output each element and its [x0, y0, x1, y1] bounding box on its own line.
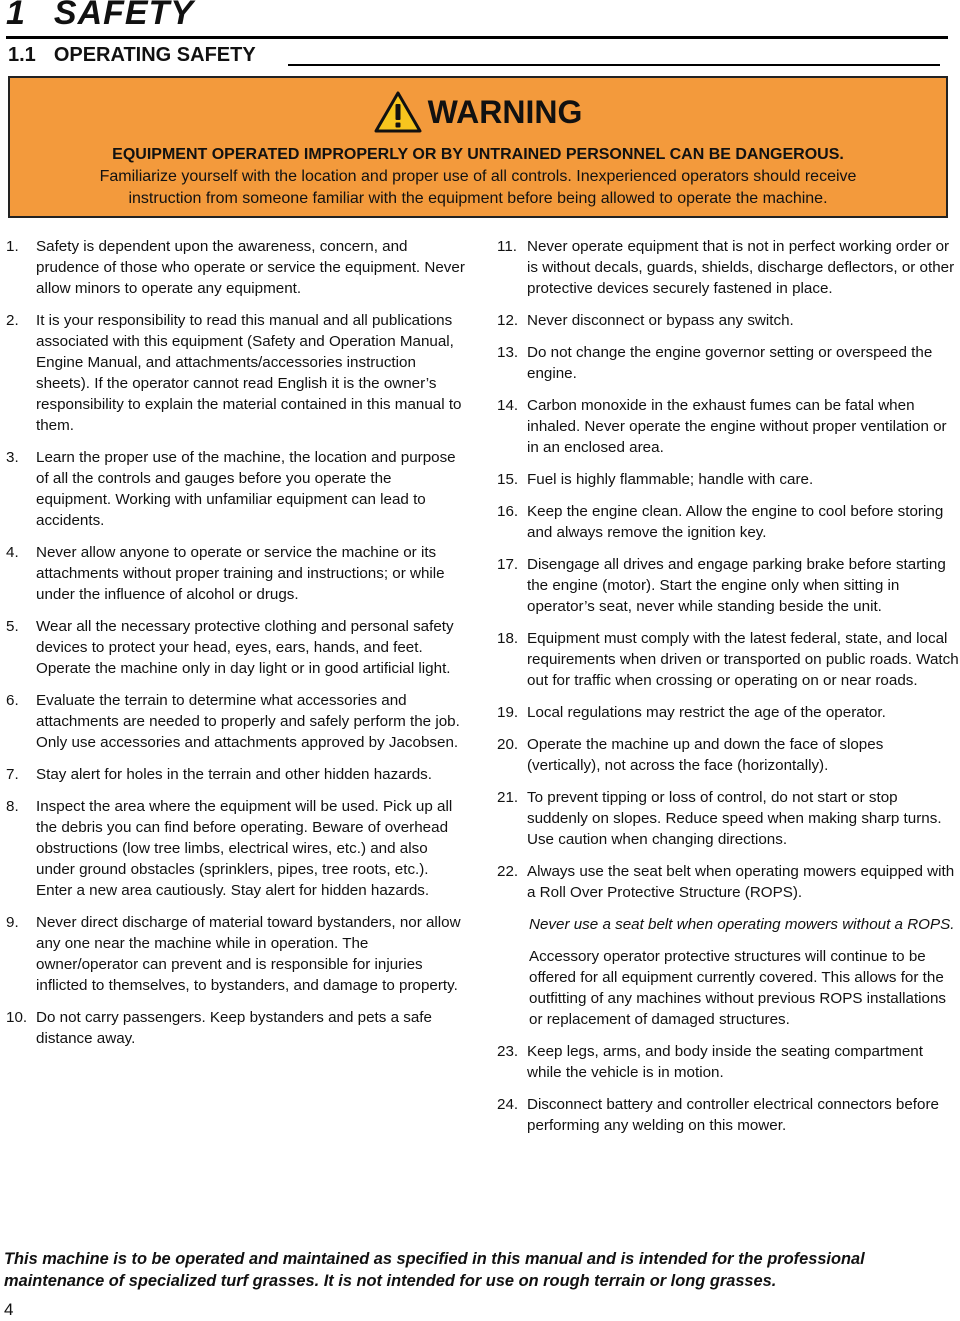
item-text: Learn the proper use of the machine, the location and purpose of all the controls and gauges before you operate the equipment. Working with unfamiliar equipment can lead to accidents.: [36, 449, 456, 529]
warning-line-3: instruction from someone familiar with the equipment before being allowed to operate the machine.: [128, 190, 828, 207]
section-rule: [288, 64, 940, 66]
list-item: [6, 1007, 466, 1049]
list-item: [497, 1094, 959, 1136]
item-text: Equipment must comply with the latest federal, state, and local requirements when driven or transported on public roads. Watch out for traffic when crossing or operating on or near roads.: [527, 630, 959, 689]
left-column: [6, 236, 466, 1060]
rops-note: Accessory operator protective structures will continue to be offered for all equipment currently covered. This allows for the outfitting of any machines without previous ROPS installations or replacement of damaged structures.: [529, 948, 947, 1028]
item-number: 12.: [497, 312, 519, 329]
item-number: 6.: [6, 692, 19, 709]
chapter-title: SAFETY: [53, 0, 195, 32]
item-text: Keep the engine clean. Allow the engine to cool before storing and always remove the ignition key.: [527, 503, 944, 541]
item-text: Local regulations may restrict the age of the operator.: [527, 704, 886, 721]
warning-lead: EQUIPMENT OPERATED IMPROPERLY OR BY UNTRAINED PERSONNEL CAN BE DANGEROUS.: [112, 146, 844, 163]
item-text: Never allow anyone to operate or service the machine or its attachments without proper training and instructions; or while under the influence of alcohol or drugs.: [36, 544, 445, 603]
list-item: [6, 542, 466, 605]
item-number: 17.: [497, 556, 519, 573]
item-number: 5.: [6, 618, 19, 635]
item-number: 1.: [6, 238, 19, 255]
item-number: 10.: [6, 1009, 28, 1026]
item-number: 18.: [497, 630, 519, 647]
item-text: Inspect the area where the equipment will be used. Pick up all the debris you can find before operating. Beware of overhead obstructions (low tree limbs, electrical wires, etc.) and also under ground obstacles (sprinklers, pipes, tree roots, etc.). Enter a new area cautiously. Stay alert for hidden hazards.: [36, 798, 453, 899]
warning-box: [8, 76, 948, 218]
warning-triangle-icon: [374, 91, 422, 133]
page-number: 4: [4, 1300, 14, 1319]
item-number: 15.: [497, 471, 519, 488]
section-heading: [8, 44, 256, 67]
rops-note-italic: Never use a seat belt when operating mowers without a ROPS.: [529, 916, 955, 933]
list-item: [497, 702, 959, 723]
item-text: Do not carry passengers. Keep bystanders and pets a safe distance away.: [36, 1009, 432, 1047]
item-text: Evaluate the terrain to determine what accessories and attachments are needed to properly and safely perform the job. Only use accessories and attachments approved by Jacobsen.: [36, 692, 460, 751]
item-number: 2.: [6, 312, 19, 329]
item-text: To prevent tipping or loss of control, do not start or stop suddenly on slopes. Reduce speed when making sharp turns. Use caution when changing directions.: [527, 789, 942, 848]
item-number: 11.: [497, 238, 517, 255]
section-number: 1.1: [8, 44, 36, 66]
chapter-rule: [6, 36, 948, 39]
list-item: [497, 554, 959, 617]
warning-body: [10, 144, 946, 210]
list-item: [6, 912, 466, 996]
list-item: [6, 796, 466, 901]
list-item: [6, 310, 466, 436]
item-number: 3.: [6, 449, 19, 466]
warning-heading: [10, 92, 946, 132]
list-item: [6, 616, 466, 679]
list-item: [6, 236, 466, 299]
warning-word: WARNING: [427, 93, 583, 130]
item-text: Operate the machine up and down the face of slopes (vertically), not across the face (horizontally).: [527, 736, 884, 774]
list-item: [6, 690, 466, 753]
item-number: 7.: [6, 766, 19, 783]
item-number: 8.: [6, 798, 19, 815]
item-text: Fuel is highly flammable; handle with care.: [527, 471, 814, 488]
list-item: [497, 787, 959, 850]
item-text: It is your responsibility to read this manual and all publications associated with this equipment (Safety and Operation Manual, Engine Manual, and attachments/accessories instruction sheets). If the operator cannot read English it is the owner’s responsibility to explain the material contained in this manual to them.: [36, 312, 462, 434]
list-item: [497, 310, 959, 331]
list-item: [497, 236, 959, 299]
item-number: 22.: [497, 863, 519, 880]
item-text: Wear all the necessary protective clothing and personal safety devices to protect your head, eyes, ears, hands, and feet. Operate the machine only in day light or in good artificial light.: [36, 618, 454, 677]
chapter-heading: [6, 0, 194, 33]
item-number: 21.: [497, 789, 519, 806]
item-text: Stay alert for holes in the terrain and other hidden hazards.: [36, 766, 432, 783]
item-number: 4.: [6, 544, 19, 561]
list-item: [497, 501, 959, 543]
item-number: 9.: [6, 914, 19, 931]
item-text: Disengage all drives and engage parking brake before starting the engine (motor). Start the engine only when sitting in operator’s seat, never while standing beside the unit.: [527, 556, 946, 615]
list-item: [6, 447, 466, 531]
list-item: [497, 734, 959, 776]
item-text: Never direct discharge of material toward bystanders, nor allow any one near the machine while in operation. The owner/operator can prevent and is responsible for injuries inflicted to themselves, to bystanders, and damage to property.: [36, 914, 461, 994]
list-item: [497, 395, 959, 458]
list-item: [497, 342, 959, 384]
item-number: 24.: [497, 1096, 519, 1113]
footer-note: This machine is to be operated and maintained as specified in this manual and is intended for the professional maintenance of specialized turf grasses. It is not intended for use on rough terrain or long grasses.: [4, 1250, 865, 1290]
item-text: Do not change the engine governor setting or overspeed the engine.: [527, 344, 933, 382]
item-text: Safety is dependent upon the awareness, concern, and prudence of those who operate or service the equipment. Never allow minors to operate any equipment.: [36, 238, 465, 297]
item-number: 19.: [497, 704, 519, 721]
item-text: Always use the seat belt when operating mowers equipped with a Roll Over Protective Structure (ROPS).: [527, 863, 955, 901]
item-number: 13.: [497, 344, 519, 361]
list-item: [497, 628, 959, 691]
list-item: [497, 1041, 959, 1083]
item-number: 20.: [497, 736, 519, 753]
warning-line-2: Familiarize yourself with the location and proper use of all controls. Inexperienced operators should receive: [99, 168, 857, 185]
item-text: Keep legs, arms, and body inside the seating compartment while the vehicle is in motion.: [527, 1043, 923, 1081]
list-item: [497, 469, 959, 490]
item-number: 23.: [497, 1043, 519, 1060]
item-text: Disconnect battery and controller electrical connectors before performing any welding on this mower.: [527, 1096, 939, 1134]
item-text: Carbon monoxide in the exhaust fumes can be fatal when inhaled. Never operate the engine without proper ventilation or in an enclosed area.: [527, 397, 947, 456]
item-text: Never operate equipment that is not in perfect working order or is without decals, guards, shields, discharge deflectors, or other protective devices securely fastened in place.: [527, 238, 955, 297]
right-column: [497, 236, 959, 1147]
chapter-number: 1: [6, 0, 26, 32]
item-number: 14.: [497, 397, 519, 414]
section-title: OPERATING SAFETY: [53, 44, 256, 66]
item-number: 16.: [497, 503, 519, 520]
list-item: [497, 861, 959, 903]
item-text: Never disconnect or bypass any switch.: [527, 312, 794, 329]
list-item: [6, 764, 466, 785]
